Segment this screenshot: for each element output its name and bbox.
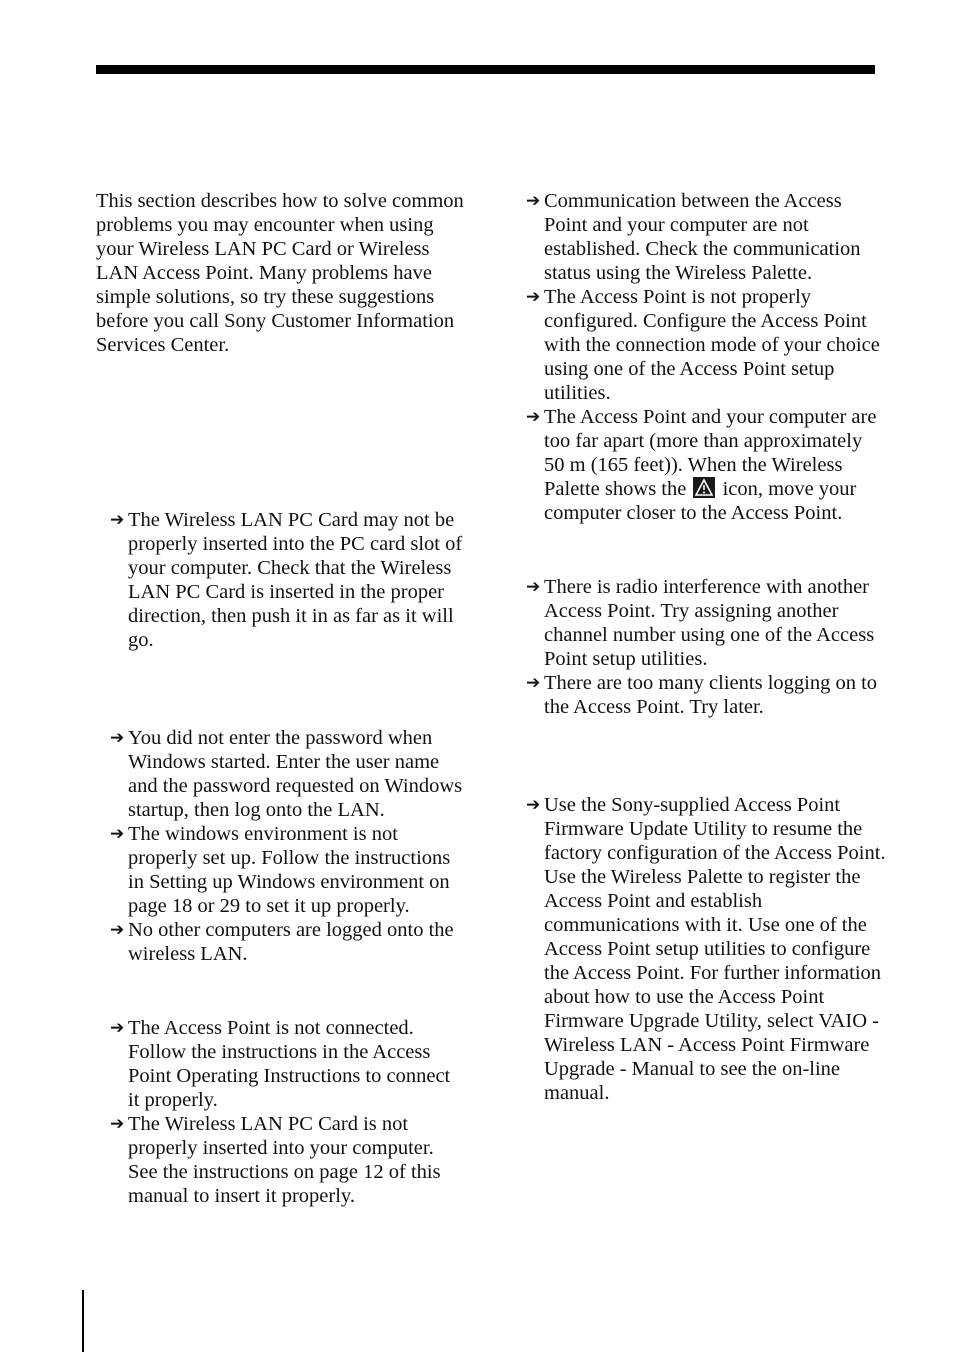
left-column — [96, 189, 466, 1208]
list-item: ➔ Communication between the Access Point and your computer are not established. Check the communication status using the Wireless Palette. — [526, 190, 861, 284]
arrow-icon: ➔ — [110, 824, 125, 843]
arrow-icon: ➔ — [110, 728, 125, 747]
list-item: ➔ The Wireless LAN PC Card may not be properly inserted into the PC card slot of your computer. Check that the Wireless LAN PC Card is inserted in the proper direction, then push it in as far as it will go. — [110, 509, 463, 651]
margin-rule — [82, 1290, 84, 1352]
left-group-3 — [96, 1016, 466, 1208]
arrow-icon: ➔ — [110, 920, 125, 939]
list-item: ➔ The Access Point and your computer are too far apart (more than approximately 50 m (165 feet)). When the Wireless Palette shows the icon, move your computer closer to the Access Point. — [526, 406, 877, 524]
left-group-2 — [96, 726, 466, 966]
list-item: ➔ You did not enter the password when Windows started. Enter the user name and the password requested on Windows startup, then log onto the LAN. — [110, 727, 463, 821]
list-item: ➔ There are too many clients logging on to the Access Point. Try later. — [526, 672, 878, 718]
list-item: ➔ The Wireless LAN PC Card is not properly inserted into your computer. See the instructions on page 12 of this manual to insert it properly. — [110, 1113, 441, 1207]
arrow-icon: ➔ — [526, 191, 541, 210]
arrow-icon: ➔ — [110, 1114, 125, 1133]
warning-icon — [693, 477, 715, 498]
arrow-icon: ➔ — [526, 673, 541, 692]
arrow-icon: ➔ — [526, 577, 541, 596]
arrow-icon: ➔ — [110, 510, 125, 529]
arrow-icon: ➔ — [526, 795, 541, 814]
arrow-icon: ➔ — [526, 287, 541, 306]
right-column — [526, 189, 886, 1105]
arrow-icon: ➔ — [526, 407, 541, 426]
list-item: ➔ Use the Sony-supplied Access Point Firmware Update Utility to resume the factory configuration of the Access Point. Use the Wireless Palette to register the Access Point and establish communications with it. Use one of the Access Point setup utilities to configure the Access Point. For further information about how to use the Access Point Firmware Upgrade Utility, select VAIO - Wireless LAN - Access Point Firmware Upgrade - Manual to see the on-line manual. — [526, 794, 886, 1104]
header-rule — [96, 65, 875, 74]
list-item: ➔ No other computers are logged onto the wireless LAN. — [110, 919, 454, 965]
list-item: ➔ The Access Point is not connected. Follow the instructions in the Access Point Operating Instructions to connect it properly. — [110, 1017, 451, 1111]
right-group-1 — [526, 189, 886, 525]
right-group-2 — [526, 575, 886, 719]
intro-paragraph: This section describes how to solve common problems you may encounter when using your Wireless LAN PC Card or Wireless LAN Access Point. Many problems have simple solutions, so try these suggestions before you call Sony Customer Information Services Center. — [96, 190, 464, 356]
arrow-icon: ➔ — [110, 1018, 125, 1037]
list-item: ➔ The windows environment is not properly set up. Follow the instructions in Setting up Windows environment on page 18 or 29 to set it up properly. — [110, 823, 451, 917]
right-group-3 — [526, 793, 886, 1105]
list-item: ➔ There is radio interference with another Access Point. Try assigning another channel number using one of the Access Point setup utilities. — [526, 576, 875, 670]
list-item: ➔ The Access Point is not properly configured. Configure the Access Point with the connection mode of your choice using one of the Access Point setup utilities. — [526, 286, 880, 404]
left-group-1 — [96, 508, 466, 652]
